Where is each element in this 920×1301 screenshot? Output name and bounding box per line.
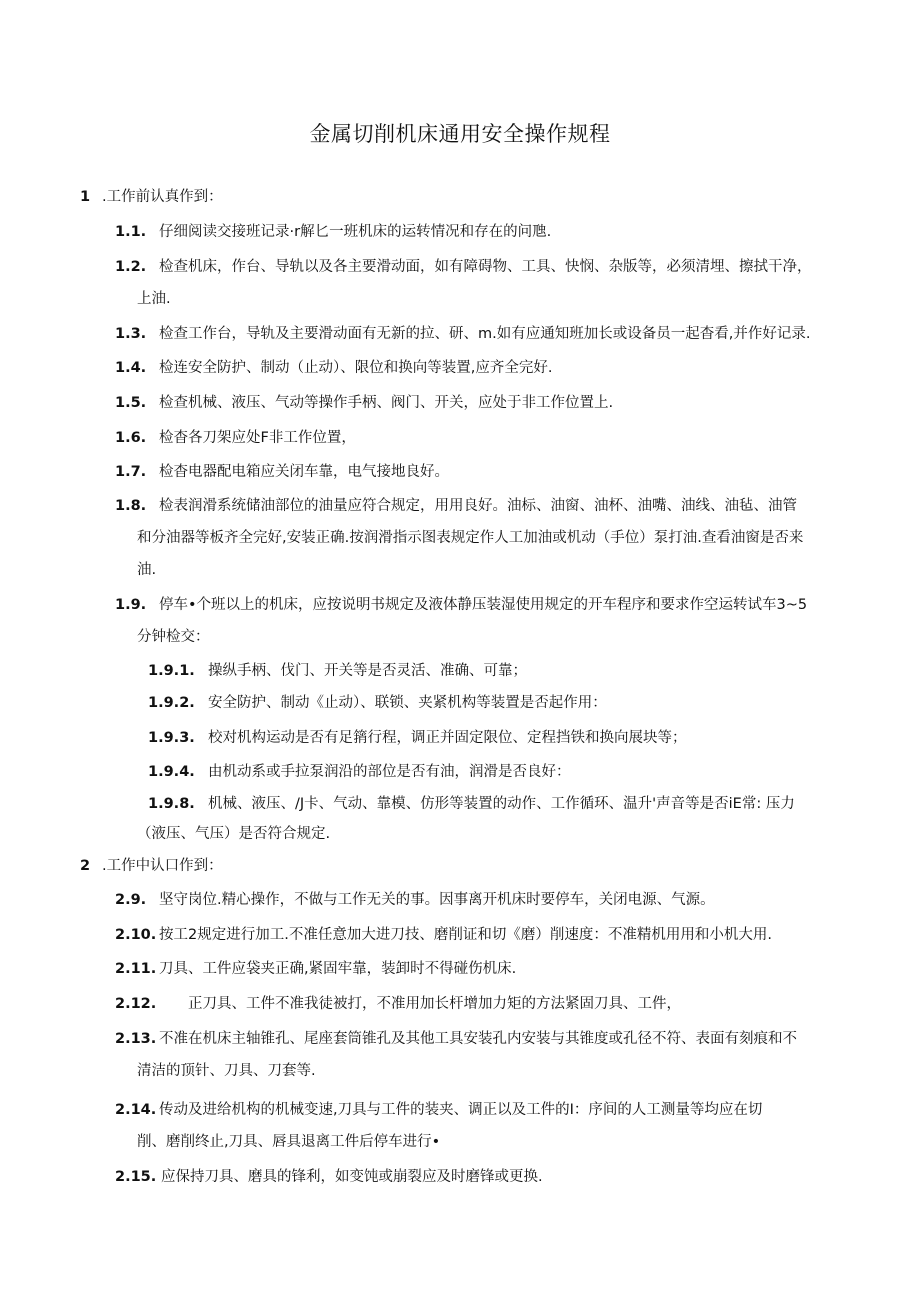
item-number: 1.9.3. xyxy=(148,730,195,746)
item-text-continued: （液压、气压）是否符合规定. xyxy=(137,826,331,842)
list-item xyxy=(115,1167,543,1187)
item-number: 1.9. xyxy=(115,597,147,613)
item-text: 按工2规定进行加工.不准任意加大进刀技、磨削证和切《磨）削速度：不准精机用用和小机大用. xyxy=(159,927,772,943)
item-number: 2.14. xyxy=(115,1102,157,1118)
item-text: 由机动系或手拉泵润沿的部位是否有油，润滑是否良好： xyxy=(208,764,571,780)
sub-list-item xyxy=(148,661,527,681)
item-number: 1.8. xyxy=(115,498,147,514)
item-text: 坚守岗位.精心操作，不做与工作无关的事。因事离开机床时要停车，关闭电源、气源。 xyxy=(159,892,715,908)
item-number: 2.11. xyxy=(115,961,157,977)
section-number: 2 xyxy=(80,858,91,874)
item-text: 校对机构运动是否有足䈰行程，调正并固定限位、定程挡铁和换向展块等； xyxy=(208,730,687,746)
sub-list-item xyxy=(148,693,607,713)
item-text: 传动及进给机构的机械变速,刀具与工件的装夹、调正以及工件的I：序间的人工测量等均应在切 xyxy=(159,1102,763,1118)
item-text: 安全防护、制动《止动）、联锁、夹紧机构等装置是否起作用： xyxy=(208,695,607,711)
sub-list-item xyxy=(148,762,571,782)
list-item xyxy=(115,925,772,945)
section-label: .工作中认口作到： xyxy=(102,858,223,874)
item-text-continued: 上油. xyxy=(137,291,171,307)
list-item xyxy=(115,257,812,277)
item-text: 不准在机床主轴锥孔、尾座套筒锥孔及其他工具安装孔内安装与其锥度或孔径不符、表面有刻痕和不 xyxy=(159,1031,797,1047)
list-item xyxy=(115,1100,762,1120)
section-1-heading xyxy=(80,187,223,207)
item-text: 检连安全防护、制动（止动）、限位和换向等装置,应齐全完好. xyxy=(159,360,553,376)
item-text: 检查工作台，导轨及主要滑动面有无新的拉、研、m.如有应通知班加长或设备员一起杳看,并作好记录. xyxy=(159,326,811,342)
item-number: 2.10. xyxy=(115,927,157,943)
item-text: 操纵手柄、伐门、开关等是否灵活、准确、可靠； xyxy=(208,663,527,679)
list-item xyxy=(115,1029,797,1049)
list-item xyxy=(115,428,356,448)
item-number: 2.12. xyxy=(115,996,157,1012)
item-text-continued: 油. xyxy=(137,562,157,578)
list-item xyxy=(115,595,807,615)
item-number: 2.15. xyxy=(115,1169,157,1185)
item-text-continued: 清洁的顶针、刀具、刀套等. xyxy=(137,1063,316,1079)
section-label: .工作前认真作到： xyxy=(102,189,223,205)
page-title: 金属切削机床通用安全操作规程 xyxy=(309,122,611,146)
list-item xyxy=(115,496,797,516)
item-number: 1.9.2. xyxy=(148,695,195,711)
item-number: 1.9.4. xyxy=(148,764,195,780)
item-text: 正刀具、工件不准我徒被打，不准用加长杆增加力矩的方法紧固刀具、工件， xyxy=(188,996,681,1012)
sub-list-item xyxy=(148,728,687,748)
item-number: 2.9. xyxy=(115,892,147,908)
item-text: 应保持刀具、磨具的锋利，如变饨或崩裂应及时磨锋或更换. xyxy=(161,1169,543,1185)
list-item xyxy=(115,959,516,979)
item-text: 检查机床，作台、导轨以及各主要滑动面，如有障碍物、工具、快悯、杂版等，必须清埋、擦拭干净， xyxy=(159,259,812,275)
section-number: 1 xyxy=(80,189,91,205)
list-item xyxy=(115,393,613,413)
list-item xyxy=(115,994,681,1014)
item-number: 2.13. xyxy=(115,1031,157,1047)
list-item xyxy=(115,358,552,378)
list-item xyxy=(115,890,715,910)
item-text: 检表润滑系统储油部位的油量应符合规定，用用良好。油标、油窗、油杯、油嘴、油线、油毡、油管 xyxy=(159,498,797,514)
item-text-continued: 分钟检交： xyxy=(137,629,210,645)
item-number: 1.7. xyxy=(115,464,147,480)
item-text: 停车•个班以上的机床，应按说明书规定及液体静压装湿使用规定的开车程序和要求作空运转试车3~5 xyxy=(159,597,808,613)
section-2-heading xyxy=(80,856,223,876)
item-number: 1.9.8. xyxy=(148,796,195,812)
list-item xyxy=(115,222,551,242)
item-text: 机械、液压、/J卡、气动、靠模、仿形等装置的动作、工作循环、温升'声音等是否iE常: 压力 xyxy=(208,796,795,812)
item-number: 1.1. xyxy=(115,224,147,240)
item-number: 1.5. xyxy=(115,395,147,411)
item-number: 1.2. xyxy=(115,259,147,275)
list-item xyxy=(115,462,449,482)
item-text-continued: 削、磨削终止,刀具、唇具退离工件后停车进行• xyxy=(137,1134,441,1150)
sub-list-item xyxy=(148,794,795,814)
item-number: 1.4. xyxy=(115,360,147,376)
item-text: 检杳电器配电箱应关闭车靠，电气接地良好。 xyxy=(159,464,449,480)
item-text: 仔细阅读交接班记录·r解匕一班机床的运转情况和存在的问虺. xyxy=(159,224,552,240)
item-number: 1.3. xyxy=(115,326,147,342)
list-item xyxy=(115,324,810,344)
item-text-continued: 和分油器等板齐全完好,安装正确.按润滑指示图表规定作人工加油或机动（手位）泵打油.查看油窗是否来 xyxy=(137,530,804,546)
item-text: 刀具、工件应袋夹正确,紧固牢靠，装卸时不得碰伤机床. xyxy=(159,961,517,977)
item-text: 检杳各刀架应处F非工作位置， xyxy=(159,430,356,446)
item-number: 1.9.1. xyxy=(148,663,195,679)
item-number: 1.6. xyxy=(115,430,147,446)
item-text: 检查机械、液压、气动等操作手柄、阀门、开关，应处于非工作位置上. xyxy=(159,395,614,411)
